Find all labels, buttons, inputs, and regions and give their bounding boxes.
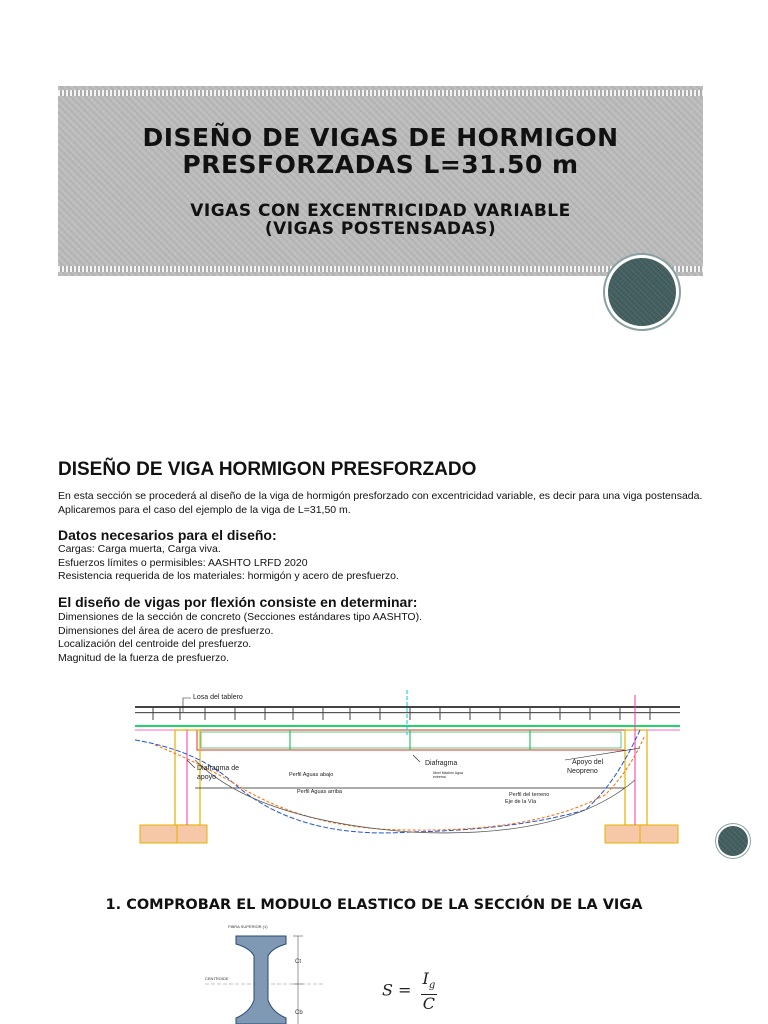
formula-numerator	[421, 970, 438, 995]
label-neopreno: Neopreno	[567, 768, 598, 775]
label-diafragma-apoyo: Diafragma de	[197, 765, 240, 772]
title-banner	[58, 86, 703, 276]
slide-title	[58, 124, 703, 178]
slide-title-line-1: DISEÑO DE VIGAS DE HORMIGON	[142, 123, 619, 152]
label-perfil-arriba: Perfil Aguas arriba	[297, 789, 342, 795]
slide-subtitle-line-2: (VIGAS POSTENSADAS)	[264, 219, 497, 239]
label-nivel-2: extrema	[433, 775, 446, 779]
list-item: Localización del centroide del presfuerzo.	[58, 638, 252, 650]
section-title: 1. COMPROBAR EL MODULO ELASTICO DE LA SECCIÓN DE LA VIGA	[105, 897, 643, 913]
datos-heading: Datos necesarios para el diseño:	[58, 527, 277, 543]
datos-list	[58, 543, 399, 584]
slide-subtitle	[58, 202, 703, 238]
label-diafragma-apoyo-2: apoyo	[197, 774, 217, 781]
label-perfil-abajo: Perfil Aguas abajo	[289, 772, 334, 778]
list-item: Resistencia requerida de los materiales: hormigón y acero de presfuerzo.	[58, 570, 399, 582]
intro-paragraph: En esta sección se procederá al diseño de la viga de hormigón presforzado con excentricidad variable, es decir para una viga postensada. Aplicaremos para el caso del ejemplo de la viga de L=31,50 m.	[58, 490, 703, 516]
formula-fraction	[421, 970, 438, 1012]
label-diafragma: Diafragma	[425, 760, 458, 767]
list-item: Dimensiones de la sección de concreto (Secciones estándares tipo AASHTO).	[58, 611, 422, 623]
formula-denominator: C	[422, 994, 436, 1014]
beam-section-diagram	[200, 920, 330, 1024]
list-item: Cargas: Carga muerta, Carga viva.	[58, 543, 221, 555]
beam-shape	[236, 936, 286, 1024]
decorative-circle	[608, 258, 676, 326]
formula-num-subscript: g	[428, 980, 436, 992]
label-ct: Ct	[295, 959, 301, 965]
bridge-elevation-drawing	[135, 690, 680, 848]
slide-title-line-2: PRESFORZADAS L=31.50 m	[182, 150, 579, 179]
list-item: Dimensiones del área de acero de presfuerzo.	[58, 624, 274, 637]
section-heading: DISEÑO DE VIGA HORMIGON PRESFORZADO	[58, 459, 477, 480]
label-eje: Eje de la Vía	[505, 799, 537, 805]
banner-stripe-top	[58, 90, 703, 96]
label-nivel: Nivel Máximo Agua	[433, 771, 463, 775]
flexion-heading: El diseño de vigas por flexión consiste en determinar:	[58, 594, 418, 610]
label-losa: Losa del tablero	[193, 694, 243, 701]
label-centroide: CENTROIDE	[205, 976, 229, 981]
formula-num-symbol: I	[422, 969, 429, 988]
formula-lhs: S =	[382, 980, 412, 1000]
flexion-list	[58, 611, 422, 665]
label-fibra-superior: FIBRA SUPERIOR (1)	[228, 924, 268, 929]
label-apoyo: Apoyo del	[572, 759, 604, 766]
banner-stripe-bottom	[58, 266, 703, 272]
list-item: Esfuerzos límites o permisibles: AASHTO LRFD 2020	[58, 556, 308, 569]
list-item: Magnitud de la fuerza de presfuerzo.	[58, 651, 230, 664]
decorative-circle-small	[718, 826, 748, 856]
slide-subtitle-line-1: VIGAS CON EXCENTRICIDAD VARIABLE	[190, 201, 571, 221]
section-modulus-formula	[382, 970, 437, 1012]
label-cb: Cb	[295, 1010, 303, 1016]
label-terreno: Perfil del terreno	[509, 792, 550, 798]
